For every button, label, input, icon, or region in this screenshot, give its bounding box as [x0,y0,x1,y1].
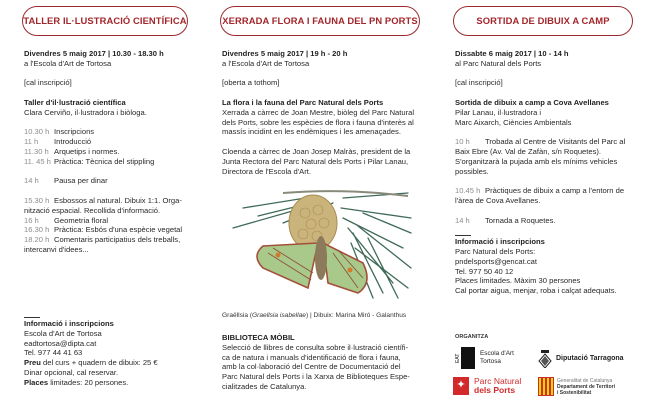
schedule-row [24,147,211,157]
schedule-row [24,176,211,186]
schedule-time: 10.45 h [455,186,481,196]
schedule-text: Pràctiques de dibuix a camp a l'entorn de [485,186,625,196]
schedule-time: 16 h [24,215,39,225]
pnp-name2: dels Ports [474,385,516,395]
schedule-time: 18.20 h [24,235,50,245]
schedule-text-cont: intercanvi d'idees... [24,244,89,254]
xerrada-subtitle: La flora i la fauna del Parc Natural dels Ports [222,97,384,107]
schedule-text: Inscripcions [54,127,95,137]
closing-line: Cloenda a càrrec de Joan Josep Malràs, president de la [222,146,411,156]
sortida-body [455,49,646,296]
places-text: limitades: 20 persones. [48,377,129,387]
biblioteca-line: cialitzades de Catalunya. [222,381,307,391]
info-tel: Tel. 977 44 41 63 [24,348,83,358]
schedule-time: 11. 45 h [24,156,51,166]
sortida-access: [cal inscripció] [455,78,503,88]
gen-dept2: i Sostenibilitat [557,389,592,396]
xerrada-place: a l'Escola d'Art de Tortosa [222,58,310,68]
logo-parc-natural-ports [453,377,521,395]
taller-place: a l'Escola d'Art de Tortosa [24,58,112,68]
guide-line: Marc Aixarch, Ciències Ambientals [455,117,572,127]
info-price [24,358,211,368]
taller-access: [cal inscripció] [24,78,72,88]
taller-date: Divendres 5 maig 2017 | 10.30 - 18.30 h [24,49,164,58]
info-places: Places limitades. Màxim 30 persones [455,276,581,286]
schedule-text: Pausa per dinar [54,176,108,186]
schedule-time: 15.30 h [24,195,50,205]
schedule-time: 14 h [455,215,470,225]
info-org: Escola d'Art de Tortosa [24,328,102,338]
sortida-place: al Parc Natural dels Ports [455,58,542,68]
schedule-time: 14 h [24,176,39,186]
schedule-time: 10.30 h [24,127,50,137]
pnp-name: Parc Natural [474,376,522,386]
logo-generalitat [538,377,615,396]
sortida-subtitle: Sortida de dibuix a camp a Cova Avellanes [455,97,609,107]
taller-author: Clara Cerviño, il·lustradora i biòloga. [24,107,147,117]
illustration-caption [222,311,406,321]
gen-dept: Departament de Territori [557,383,615,390]
info-org: Parc Natural dels Ports: [455,246,536,256]
biblioteca-line: Selecció de llibres de consulta sobre il·lustració científi- [222,342,409,352]
diputacio-crest-icon [538,350,552,368]
biblioteca-line: Parc Natural dels Ports i la Xarxa de Biblioteques Espe- [222,372,410,382]
eat-city: Tortosa [480,358,501,365]
info-heading: Informació i inscripcions [24,319,114,328]
divider [455,235,471,236]
guide-line: Pilar Lanau, il·lustradora i [455,107,542,117]
info-lunch: Dinar opcional, cal reservar. [24,367,119,377]
column-xerrada [215,0,433,413]
caption-credit: ) | Dibuix: Marina Miró - Galanthus [305,312,407,319]
closing-line: Junta Rectora del Parc Natural dels Ports i Pilar Lanau, [222,156,409,166]
graellsia-moth-illustration [223,188,413,300]
xerrada-date: Divendres 5 maig 2017 | 19 h - 20 h [222,49,348,58]
schedule-row [455,216,646,226]
info-heading: Informació i inscripcions [455,237,545,247]
schedule-text-cont: l'àrea de Cova Avellanes. [455,195,541,205]
info-email[interactable]: pndelsports@gencat.cat [455,256,538,266]
schedule-text-cont: S'organitzarà la pujada amb els mínims vehicles [455,156,618,166]
caption-text: Graëllsia ( [222,312,253,319]
diputacio-name: Diputació Tarragona [556,355,624,363]
schedule-text: Esbossos al natural. Dibuix 1:1. Orga- [54,195,182,205]
taller-body [24,49,211,255]
eat-logo-icon: EAT [453,347,475,369]
schedule-text-cont: Baix Ebre (Av. Val de Zafàn, s/n Roquetes). [455,146,602,156]
sortida-date: Dissabte 6 maig 2017 | 10 - 14 h [455,49,569,58]
biblioteca-line: ca de natura i manuals d'identificació de flora i fauna, [222,352,401,362]
divider [24,317,40,318]
schedule-row [24,216,211,226]
schedule-row [24,196,211,206]
sortida-title-badge: SORTIDA DE DIBUIX A CAMP [453,6,633,36]
gen-name: Generalitat de Catalunya [557,377,613,384]
biblioteca-line: amb la col·laboració del Centre de Documentació del [222,362,401,372]
biblioteca-section [222,333,427,392]
taller-info [24,317,211,388]
xerrada-title-badge: XERRADA FLORA I FAUNA DEL PN PORTS [220,6,420,36]
column-sortida [433,0,650,413]
schedule-row [455,186,646,196]
schedule-row [24,235,211,245]
info-bring: Cal portar aigua, menjar, roba i calçat adequats. [455,286,617,296]
schedule-text: Tornada a Roquetes. [485,215,556,225]
schedule-row [455,137,646,147]
schedule-row [24,127,211,137]
organitza-label: ORGANITZA [455,334,489,340]
schedule-text: Comentaris participatius dels treballs, [54,235,181,245]
maple-leaf-icon: ✦ [453,377,469,395]
senyera-icon [538,377,554,396]
schedule-row [24,157,211,167]
schedule-text: Introducció [54,137,92,147]
price-label: Preu [24,358,41,368]
schedule-time: 11 h [24,137,39,147]
eat-name: Escola d'Art [480,349,514,357]
desc-line: Xerrada a càrrec de Joan Mestre, biòleg del Parc Natural [222,107,415,117]
schedule-text: Pràctica: Tècnica del stippling [54,156,155,166]
closing-line: Directora de l'Escola d'Art. [222,166,311,176]
schedule-text: Geometria floral [54,215,109,225]
taller-subtitle: Taller d'il·lustració científica [24,97,126,107]
schedule-text-cont: nització espacial. Recollida d'informació. [24,205,161,215]
caption-species: Graellsia isabellae [252,312,306,319]
schedule-text: Trobada al Centre de Visitants del Parc al [485,137,626,147]
column-taller [0,0,215,413]
schedule-text: Pràctica: Esbós d'una espècie vegetal [54,225,183,235]
schedule-text: Arquetips i normes. [54,146,120,156]
schedule-row [24,225,211,235]
schedule-time: 10 h [455,137,470,147]
logo-diputacio-tarragona [538,350,624,368]
biblioteca-heading: BIBLIOTECA MÒBIL [222,333,295,342]
schedule-time: 11.30 h [24,146,49,156]
schedule-text-cont: possibles. [455,166,489,176]
taller-title-badge: TALLER IL·LUSTRACIÓ CIENTÍFICA [22,6,188,36]
info-places [24,378,211,388]
xerrada-body [222,49,429,176]
price-text: del curs + quadern de dibuix: 25 € [40,358,158,368]
desc-line: dels Ports, sobre les espècies de flora i fauna d'interès al [222,117,414,127]
info-email[interactable]: eadtortosa@dipta.cat [24,338,97,348]
schedule-row [24,137,211,147]
logo-escola-art-tortosa [453,347,514,369]
schedule-time: 16.30 h [24,225,50,235]
xerrada-access: [oberta a tothom] [222,78,280,88]
places-label: Places [24,377,49,387]
desc-line: massís incidint en les endèmiques i les amenaçades. [222,127,401,137]
info-tel: Tel. 977 50 40 12 [455,266,514,276]
